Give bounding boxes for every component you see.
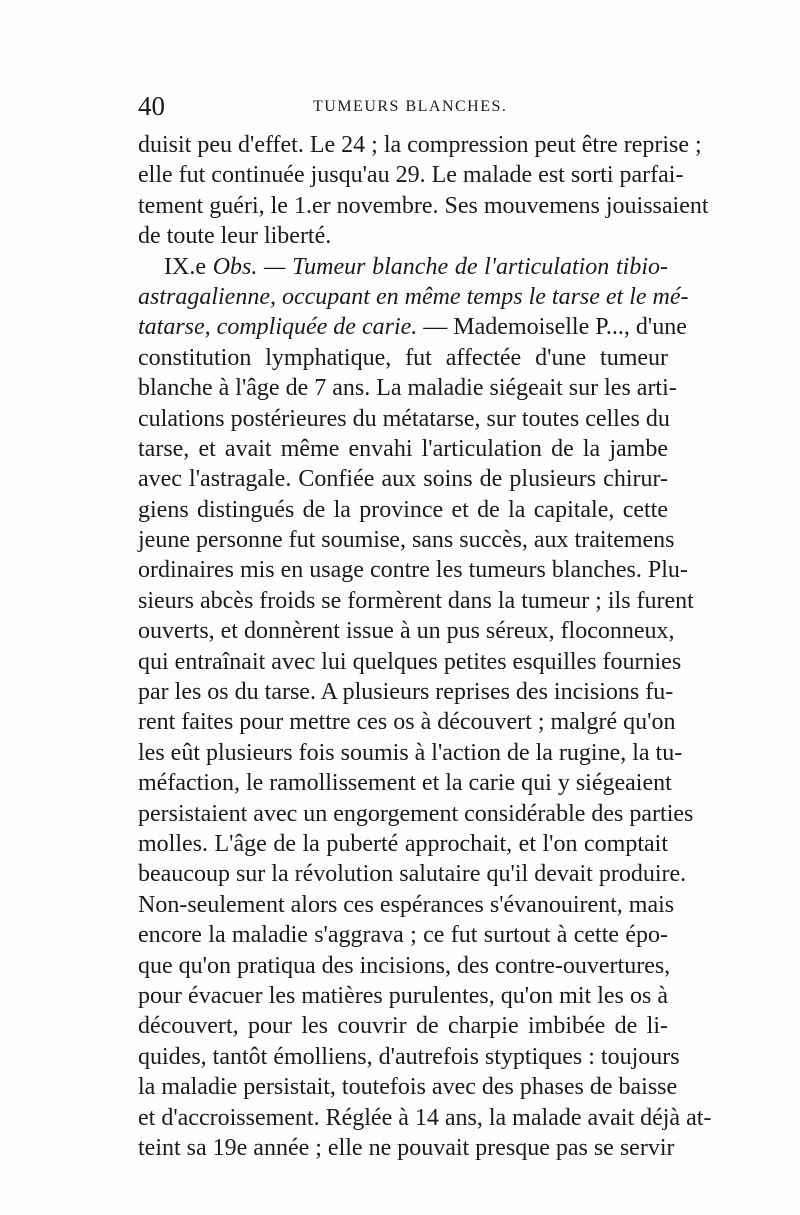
text-line: [138, 1042, 680, 1072]
text-line: [138, 1103, 712, 1133]
text-segment: pour évacuer les matières purulentes, qu'on mit les os à: [138, 982, 668, 1009]
text-line: [138, 1011, 668, 1041]
text-line: [138, 343, 668, 373]
text-segment: sieurs abcès froids se formèrent dans la tumeur ; ils furent: [138, 587, 694, 614]
text-segment: découvert, pour les couvrir de charpie imbibée de li-: [138, 1013, 668, 1040]
text-segment: constitution lymphatique, fut affectée d'une tumeur: [138, 344, 668, 371]
text-segment: que qu'on pratiqua des incisions, des contre-ouvertures,: [138, 952, 671, 979]
text-segment: encore la maladie s'aggrava ; ce fut surtout à cette épo-: [138, 922, 668, 949]
text-line: [138, 859, 687, 889]
text-line: [138, 647, 682, 677]
text-segment: méfaction, le ramollissement et la carie qui y siégeaient: [138, 770, 672, 797]
text-line: [138, 1072, 678, 1102]
text-segment: duisit peu d'effet. Le 24 ; la compression peut être reprise ;: [138, 132, 702, 158]
text-segment: avec l'astragale. Confiée aux soins de plusieurs chirur-: [138, 466, 668, 493]
text-line: [138, 677, 674, 707]
text-line: [138, 1133, 675, 1163]
text-segment: rent faites pour mettre ces os à découvert ; malgré qu'on: [138, 709, 676, 736]
text-segment: Non-seulement alors ces espérances s'évanouirent, mais: [138, 891, 675, 918]
text-segment: de toute leur liberté.: [138, 223, 332, 250]
text-line: [138, 312, 687, 342]
page-header: [138, 88, 668, 124]
text-segment: quides, tantôt émolliens, d'autrefois styptiques : toujours: [138, 1043, 680, 1070]
text-segment: molles. L'âge de la puberté approchait, et l'on comptait: [138, 830, 668, 857]
text-segment: giens distingués de la province et de la capitale, cette: [138, 496, 668, 523]
text-segment: IX.e: [164, 253, 213, 280]
text-line: [138, 495, 668, 525]
text-segment: culations postérieures du métatarse, sur toutes celles du: [138, 405, 670, 432]
italic-text-segment: Obs. — Tumeur blanche de l'articulation tibio-: [212, 253, 668, 280]
text-line: [138, 130, 702, 160]
body-text: [138, 130, 712, 1163]
text-segment: elle fut continuée jusqu'au 29. Le malade est sorti parfai-: [138, 162, 684, 189]
text-segment: blanche à l'âge de 7 ans. La maladie siégeait sur les arti-: [138, 375, 677, 402]
text-line: [138, 829, 668, 859]
text-line: [138, 799, 694, 829]
text-segment: par les os du tarse. A plusieurs reprises des incisions fu-: [138, 679, 674, 706]
text-segment: beaucoup sur la révolution salutaire qu'il devait produire.: [138, 861, 687, 888]
text-segment: teint sa 19e année ; elle ne pouvait presque pas se servir: [138, 1134, 675, 1161]
page-number: 40: [138, 91, 165, 121]
text-segment: jeune personne fut soumise, sans succès, aux traitemens: [138, 527, 675, 554]
text-line: [138, 890, 675, 920]
text-line: [138, 160, 684, 190]
text-segment: et d'accroissement. Réglée à 14 ans, la malade avait déjà at-: [138, 1104, 712, 1131]
text-line: [138, 768, 672, 798]
text-line: [138, 525, 675, 555]
text-line: [138, 981, 668, 1011]
text-line: [138, 586, 694, 616]
text-segment: la maladie persistait, toutefois avec des phases de baisse: [138, 1074, 678, 1101]
text-segment: tement guéri, le 1.er novembre. Ses mouvemens jouissaient: [138, 192, 709, 219]
text-line: [138, 221, 668, 251]
text-line: [138, 464, 668, 494]
text-line: [138, 434, 668, 464]
text-line: [138, 616, 675, 646]
text-line: [138, 282, 689, 312]
text-line: [138, 191, 709, 221]
text-segment: tarse, et avait même envahi l'articulation de la jambe: [138, 435, 668, 462]
running-head: TUMEURS BLANCHES.: [313, 98, 508, 115]
text-segment: qui entraînait avec lui quelques petites esquilles fournies: [138, 648, 682, 675]
italic-text-segment: tatarse, compliquée de carie.: [138, 314, 418, 341]
text-segment: — Mademoiselle P..., d'une: [417, 314, 687, 341]
text-segment: les eût plusieurs fois soumis à l'action de la rugine, la tu-: [138, 739, 683, 766]
text-line: [138, 920, 668, 950]
text-segment: ouverts, et donnèrent issue à un pus séreux, floconneux,: [138, 618, 675, 645]
text-segment: persistaient avec un engorgement considérable des parties: [138, 800, 694, 827]
text-line: [138, 252, 668, 282]
text-line: [138, 707, 676, 737]
text-segment: ordinaires mis en usage contre les tumeurs blanches. Plu-: [138, 557, 688, 584]
text-line: [138, 555, 688, 585]
text-line: [138, 738, 683, 768]
text-line: [138, 951, 671, 981]
text-line: [138, 404, 668, 434]
text-line: [138, 373, 677, 403]
italic-text-segment: astragalienne, occupant en même temps le tarse et le mé-: [138, 283, 689, 310]
